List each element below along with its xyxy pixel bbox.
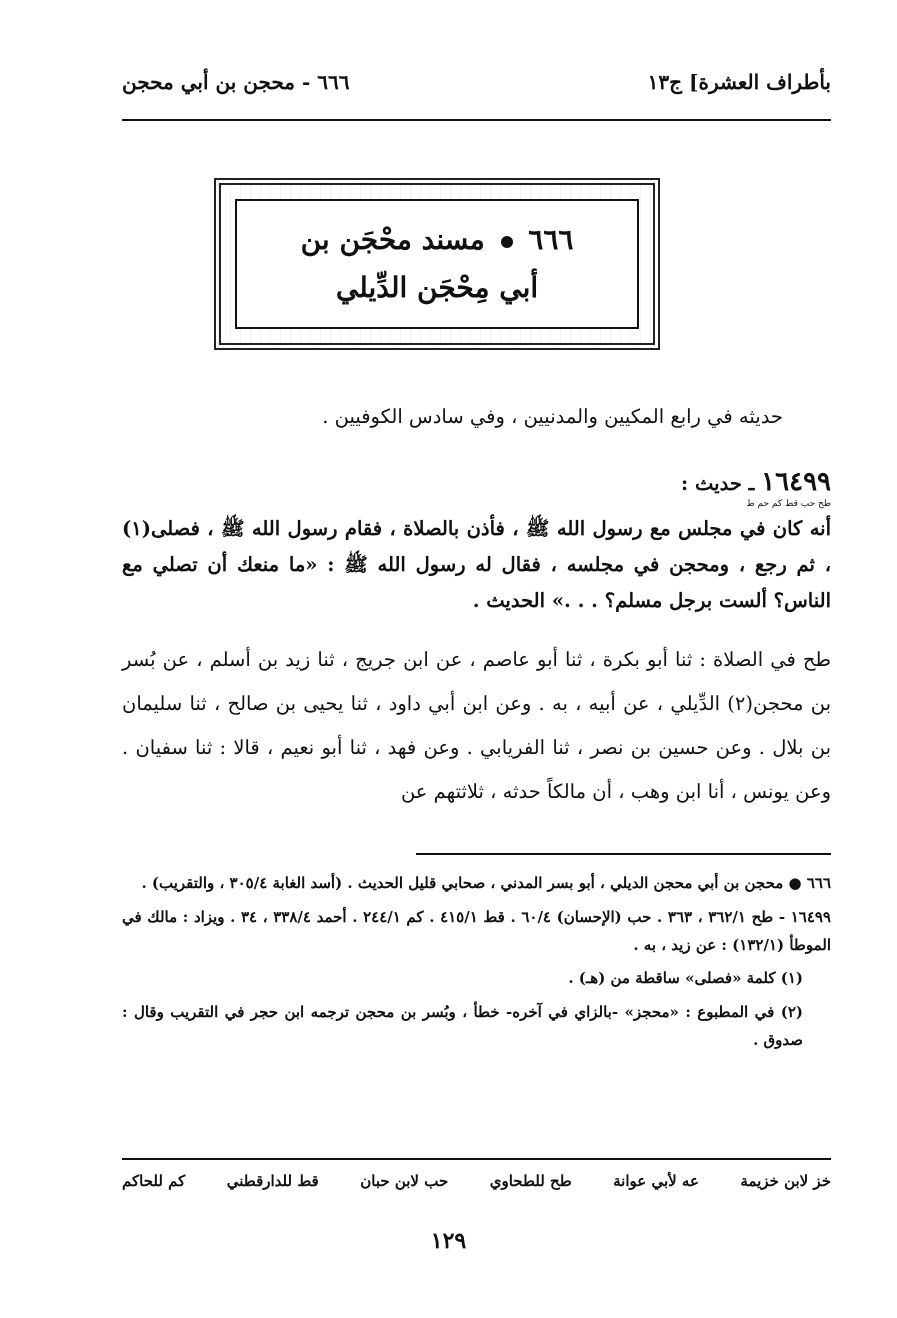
footnotes <box>122 870 831 1061</box>
abbrev-item: قط للدارقطني <box>226 1172 319 1190</box>
bullet-icon <box>501 236 513 248</box>
hadith-sigla: طح حب قط كم حم ط <box>746 499 831 510</box>
footnote-2: (٢) في المطبوع : «محجز» -بالزاي في آخره- خطأ ، وبُسر بن محجن ترجمه ابن حجر في التقريب وقال : صدوق . <box>122 1003 803 1049</box>
title-line-1 <box>301 216 574 264</box>
abbrev-item: كم للحاكم <box>122 1172 186 1190</box>
abbreviation-rule <box>122 1158 831 1160</box>
abbreviation-key <box>122 1172 831 1190</box>
section-number: ٦٦٦ <box>528 223 574 257</box>
running-header <box>122 62 831 102</box>
hadith-label: ـ حديث : <box>681 472 755 495</box>
section-title-part1: مسند محْجَن بن <box>300 223 485 257</box>
abbrev-item: حب لابن حبان <box>360 1172 449 1190</box>
ornamental-title-frame <box>214 178 660 350</box>
footnote-biography: ٦٦٦ ● محجن بن أبي محجن الديلي ، أبو بسر المدني ، صحابي قليل الحديث . (أسد الغابة ٣٠٥/٤ ، والتقريب) . <box>141 874 831 892</box>
intro-paragraph: حديثه في رابع المكيين والمدنيين ، وفي سادس الكوفيين . <box>322 405 783 428</box>
isnad-paragraph: طح في الصلاة : ثنا أبو بكرة ، ثنا أبو عاصم ، عن ابن جريج ، ثنا زيد بن أسلم ، عن بُسر بن محجن(٢) الدِّيلي ، عن أبيه ، به . وعن ابن أبي داود ، ثنا يحيى بن صالح ، ثنا سليمان بن بلال . وعن حسين بن نصر ، ثنا الفريابي . وعن فهد ، ثنا أبو نعيم ، قالا : ثنا سفيان . وعن يونس ، أنا ابن وهب ، أن مالكاً حدثه ، ثلاثتهم عن <box>122 648 831 803</box>
footnote-1: (١) كلمة «فصلى» ساقطة من (هـ) . <box>568 969 803 988</box>
footnote-sources: ١٦٤٩٩ - طح ٣٦٢/١ ، ٣٦٣ . حب (الإحسان) ٦٠/٤ . قط ٤١٥/١ . كم ٢٤٤/١ . أحمد ٣٣٨/٤ ، ٣٤ . ويزاد : مالك في الموطأ (١٣٢/١) : عن زيد ، به . <box>122 907 831 954</box>
title-box <box>235 199 639 329</box>
footnote-separator <box>416 853 831 855</box>
page-number: ١٢٩ <box>430 1228 467 1254</box>
abbrev-item: عه لأبي عوانة <box>613 1172 699 1190</box>
header-section-title: ٦٦٦ - محجن بن أبي محجن <box>122 70 350 94</box>
abbrev-item: خز لابن خزيمة <box>740 1172 831 1190</box>
hadith-paragraph <box>122 458 831 619</box>
section-title-part2: أبي مِحْجَن الدِّيلي <box>335 271 539 304</box>
hadith-text: أنه كان في مجلس مع رسول الله ﷺ ، فأذن بالصلاة ، فقام رسول الله ﷺ ، فصلى(١) ، ثم رجع ، ومحجن في مجلسه ، فقال له رسول الله ﷺ : «ما منعك أن تصلي مع الناس؟ ألست برجل مسلم؟ . . .» الحديث . <box>122 517 831 613</box>
header-rule <box>122 119 831 121</box>
abbrev-item: طح للطحاوي <box>489 1172 572 1190</box>
hadith-number: ١٦٤٩٩ <box>761 467 831 497</box>
header-book-title: بأطراف العشرة] ج١٣ <box>647 70 831 94</box>
